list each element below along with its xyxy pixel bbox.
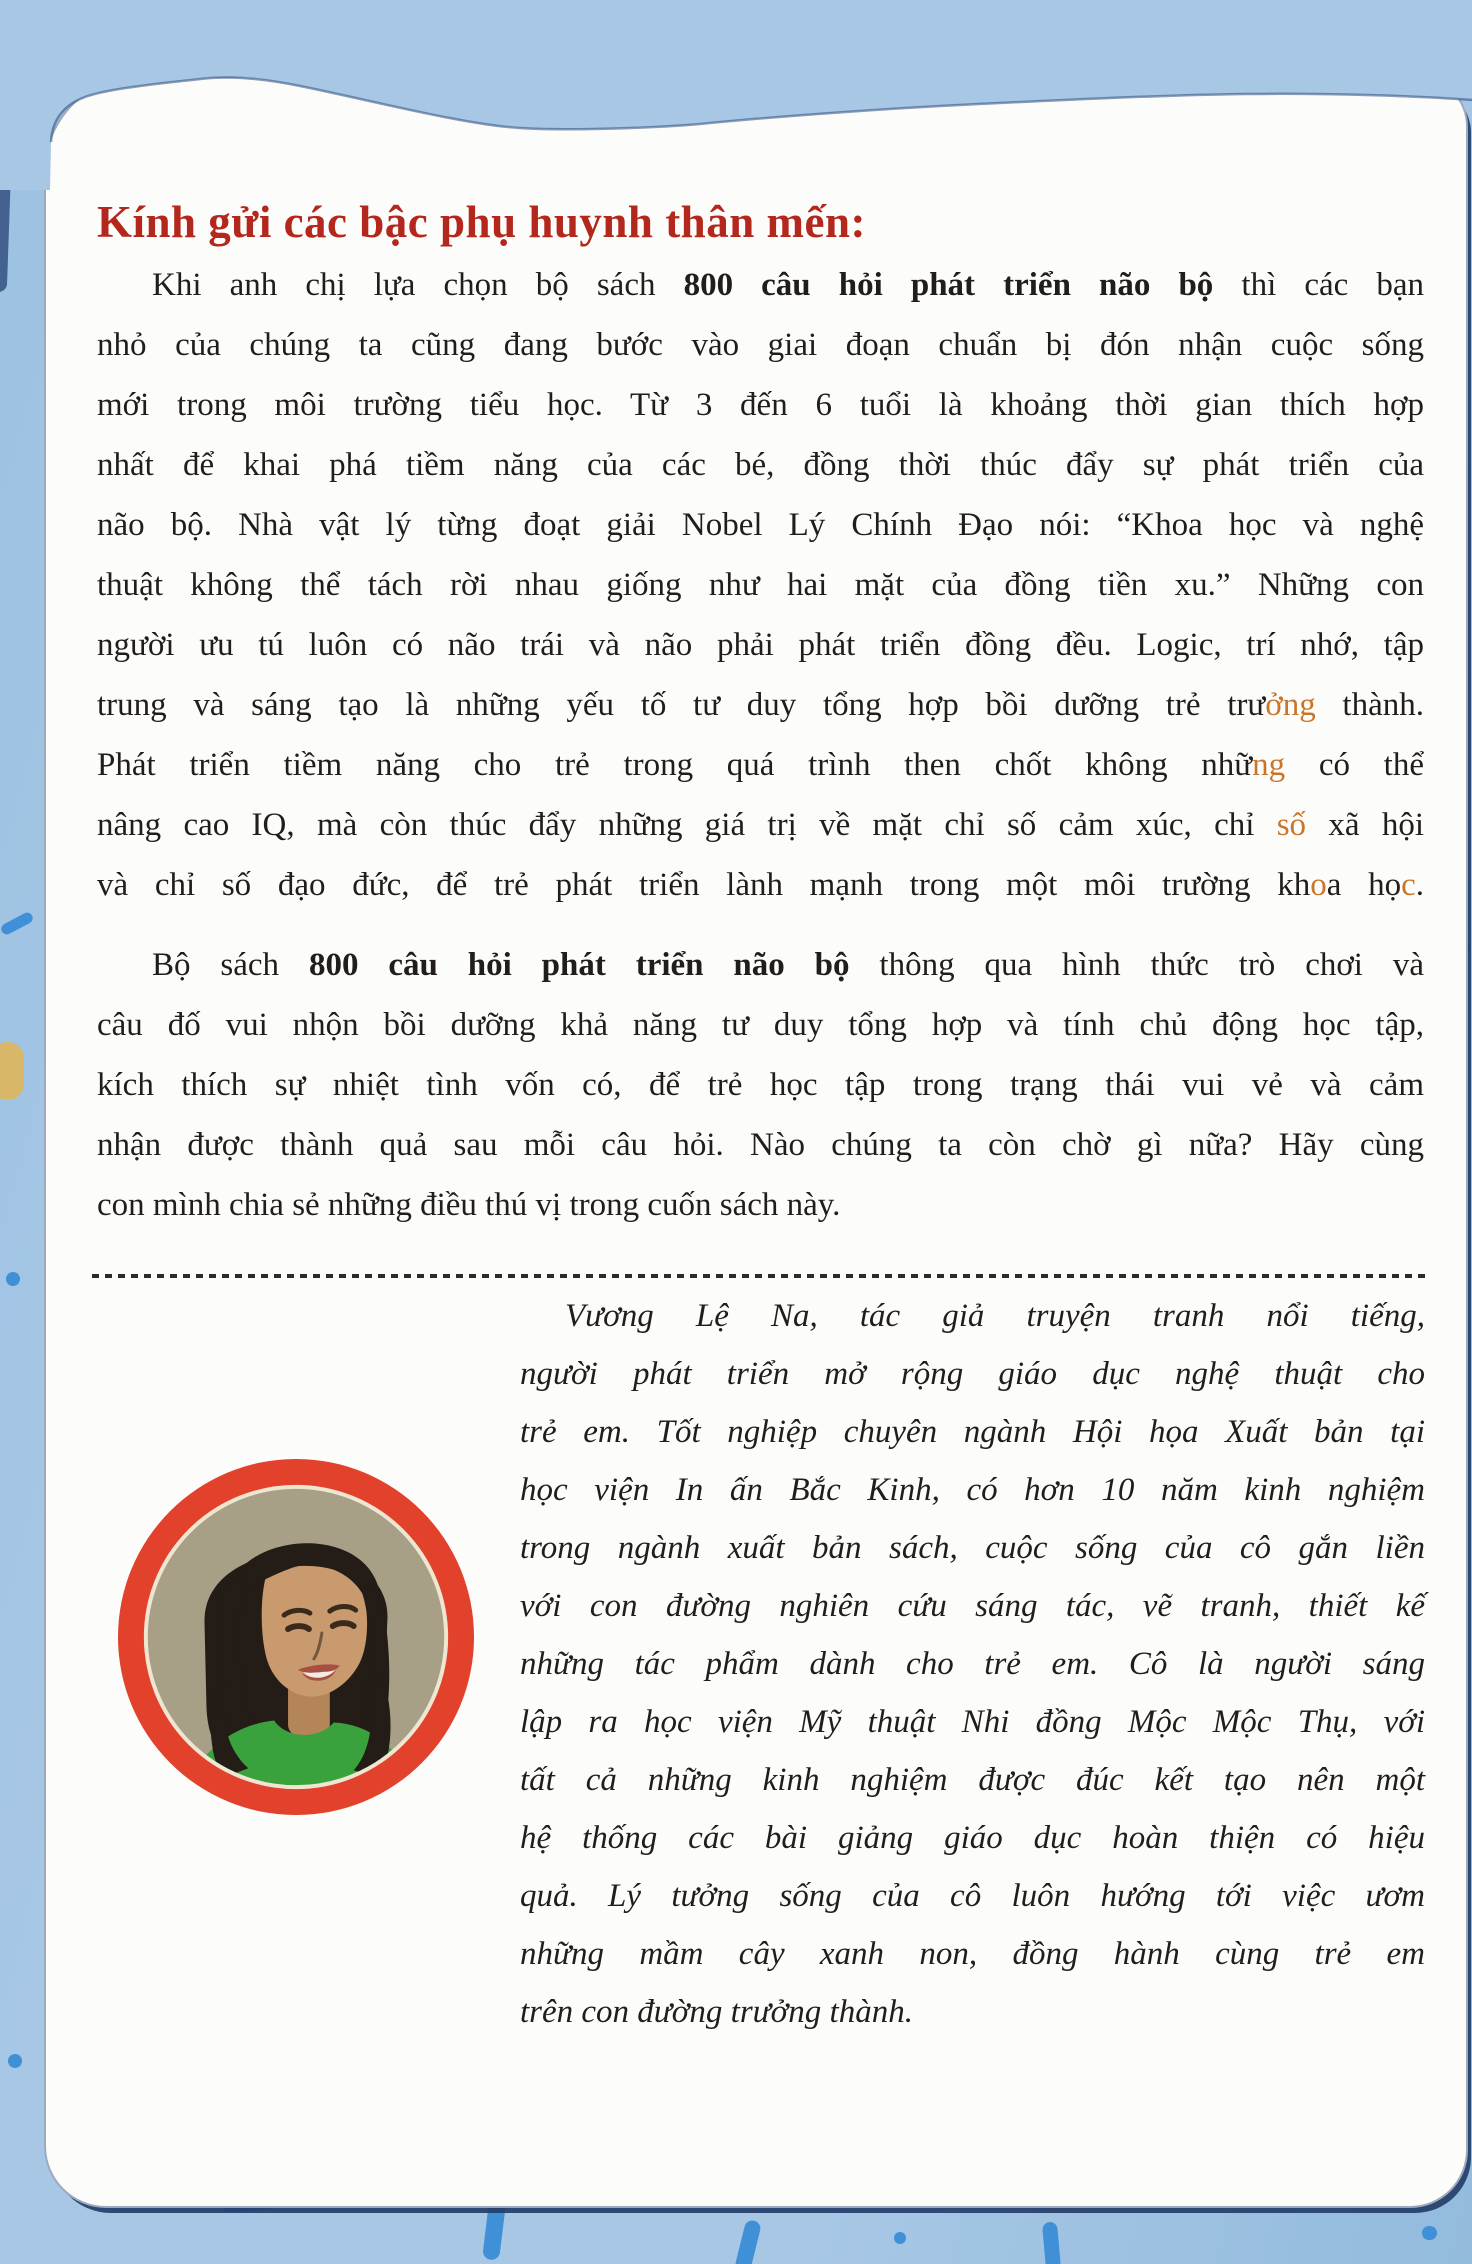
body-text: những mầm cây xanh non, đồng hành cùng trẻ em [520, 1936, 1425, 1972]
dashed-divider [92, 1274, 1426, 1278]
letter-line [97, 255, 1424, 315]
body-text: người phát triển mở rộng giáo dục nghệ thuật cho [520, 1356, 1425, 1392]
author-portrait-photo [117, 1458, 475, 1816]
letter-card [44, 76, 1468, 2208]
body-text: kích thích sự nhiệt tình vốn có, để trẻ học tập trong trạng thái vui vẻ và cảm [97, 1067, 1424, 1103]
book-title-bold: 800 câu hỏi phát triển não bộ [308, 947, 850, 983]
doodle-dot [888, 4, 898, 14]
orange-print-text: số [1276, 807, 1307, 843]
body-text: lập ra học viện Mỹ thuật Nhi đồng Mộc Mộc Thụ, với [520, 1704, 1425, 1740]
body-text: học viện In ấn Bắc Kinh, có hơn 10 năm kinh nghiệm [520, 1472, 1425, 1508]
letter-line [97, 495, 1424, 555]
body-text: và chỉ số đạo đức, để trẻ phát triển lành mạnh trong một môi trường kh [97, 867, 1311, 903]
letter-line [97, 735, 1424, 795]
page-edge-shadow [0, 0, 17, 292]
letter-line [97, 1175, 1424, 1235]
body-text: với con đường nghiên cứu sáng tác, vẽ tranh, thiết kế [520, 1588, 1425, 1624]
orange-print-text: ởng [1265, 687, 1316, 723]
letter-paragraph-1 [97, 255, 1424, 915]
letter-line [97, 435, 1424, 495]
body-text: thành. [1315, 687, 1424, 723]
letter-line [97, 935, 1424, 995]
doodle-dash [1340, 7, 1369, 67]
body-text: mới trong môi trường tiểu học. Từ 3 đến 6 tuổi là khoảng thời gian thích hợp [97, 387, 1424, 423]
doodle-dot [1422, 2226, 1437, 2240]
letter-title: Kính gửi các bậc phụ huynh thân mến: [97, 197, 866, 248]
bio-line [520, 1287, 1425, 1345]
doodle-dot [894, 2232, 906, 2244]
bio-line [520, 1809, 1425, 1867]
body-text: nhất để khai phá tiềm năng của các bé, đồng thời thúc đẩy sự phát triển của [97, 447, 1424, 483]
body-text: người ưu tú luôn có não trái và não phải phát triển đồng đều. Logic, trí nhớ, tập [97, 627, 1424, 663]
letter-line [97, 1055, 1424, 1115]
letter-line [97, 855, 1424, 915]
body-text: trên con đường trưởng thành. [520, 1994, 913, 2030]
body-text: Phát triển tiềm năng cho trẻ trong quá trình then chốt không nhữ [97, 747, 1253, 783]
doodle-dash [1042, 2221, 1061, 2264]
orange-print-text: ng [1252, 747, 1286, 783]
bio-line [520, 1867, 1425, 1925]
bio-line [520, 1983, 1425, 2041]
body-text: Vương Lệ Na, tác giả truyện tranh nổi tiếng, [565, 1298, 1425, 1334]
body-text: thuật không thể tách rời nhau giống như hai mặt của đồng tiền xu.” Những con [97, 567, 1424, 603]
letter-line [97, 555, 1424, 615]
bio-line [520, 1577, 1425, 1635]
body-text: Bộ sách [152, 947, 309, 983]
body-text: tất cả những kinh nghiệm được đúc kết tạo nên một [520, 1762, 1425, 1798]
bio-line [520, 1461, 1425, 1519]
letter-line [97, 995, 1424, 1055]
letter-line [97, 675, 1424, 735]
author-bio [520, 1287, 1425, 2041]
bio-line [520, 1751, 1425, 1809]
body-text: a họ [1326, 867, 1402, 903]
orange-print-text: c [1401, 867, 1416, 903]
body-text: não bộ. Nhà vật lý từng đoạt giải Nobel Lý Chính Đạo nói: “Khoa học và nghệ [97, 507, 1424, 543]
bio-line [520, 1693, 1425, 1751]
body-text: Khi anh chị lựa chọn bộ sách [152, 267, 684, 303]
body-text: câu đố vui nhộn bồi dưỡng khả năng tư duy tổng hợp và tính chủ động học tập, [97, 1007, 1424, 1043]
doodle-arc [0, 911, 35, 937]
body-text: trong ngành xuất bản sách, cuộc sống của cô gắn liền [520, 1530, 1425, 1566]
doodle-dot [6, 1272, 20, 1286]
letter-line [97, 615, 1424, 675]
body-text: trẻ em. Tốt nghiệp chuyên ngành Hội họa Xuất bản tại [520, 1414, 1425, 1450]
body-text: nhỏ của chúng ta cũng đang bước vào giai đoạn chuẩn bị đón nhận cuộc sống [97, 327, 1424, 363]
orange-print-text: o [1310, 867, 1327, 903]
body-text: nâng cao IQ, mà còn thúc đẩy những giá trị về mặt chỉ số cảm xúc, chỉ [97, 807, 1277, 843]
letter-line [97, 315, 1424, 375]
letter-line [97, 1115, 1424, 1175]
body-text: những tác phẩm dành cho trẻ em. Cô là người sáng [520, 1646, 1425, 1682]
body-text: hệ thống các bài giảng giáo dục hoàn thiện có hiệu [520, 1820, 1425, 1856]
bio-line [520, 1403, 1425, 1461]
body-text: xã hội [1306, 807, 1424, 843]
bio-line [520, 1345, 1425, 1403]
body-text: con mình chia sẻ những điều thú vị trong cuốn sách này. [97, 1187, 841, 1223]
doodle-dot [8, 2054, 22, 2068]
body-text: nhận được thành quả sau mỗi câu hỏi. Nào chúng ta còn chờ gì nữa? Hãy cùng [97, 1127, 1424, 1163]
doodle-dash [734, 2219, 762, 2264]
body-text: có thể [1285, 747, 1424, 783]
body-text: . [1415, 867, 1424, 903]
body-text: thì các bạn [1213, 267, 1424, 303]
body-text: trung và sáng tạo là những yếu tố tư duy tổng hợp bồi dưỡng trẻ trư [97, 687, 1266, 723]
bio-line [520, 1635, 1425, 1693]
letter-line [97, 795, 1424, 855]
letter-line [97, 375, 1424, 435]
bio-line [520, 1519, 1425, 1577]
doodle-dash [220, 0, 257, 55]
book-title-bold: 800 câu hỏi phát triển não bộ [683, 267, 1214, 303]
doodle-tan-blob [0, 1042, 24, 1100]
letter-paragraph-2 [97, 935, 1424, 1235]
bio-line [520, 1925, 1425, 1983]
body-text: quả. Lý tưởng sống của cô luôn hướng tới việc ươm [520, 1878, 1425, 1914]
body-text: thông qua hình thức trò chơi và [849, 947, 1424, 983]
